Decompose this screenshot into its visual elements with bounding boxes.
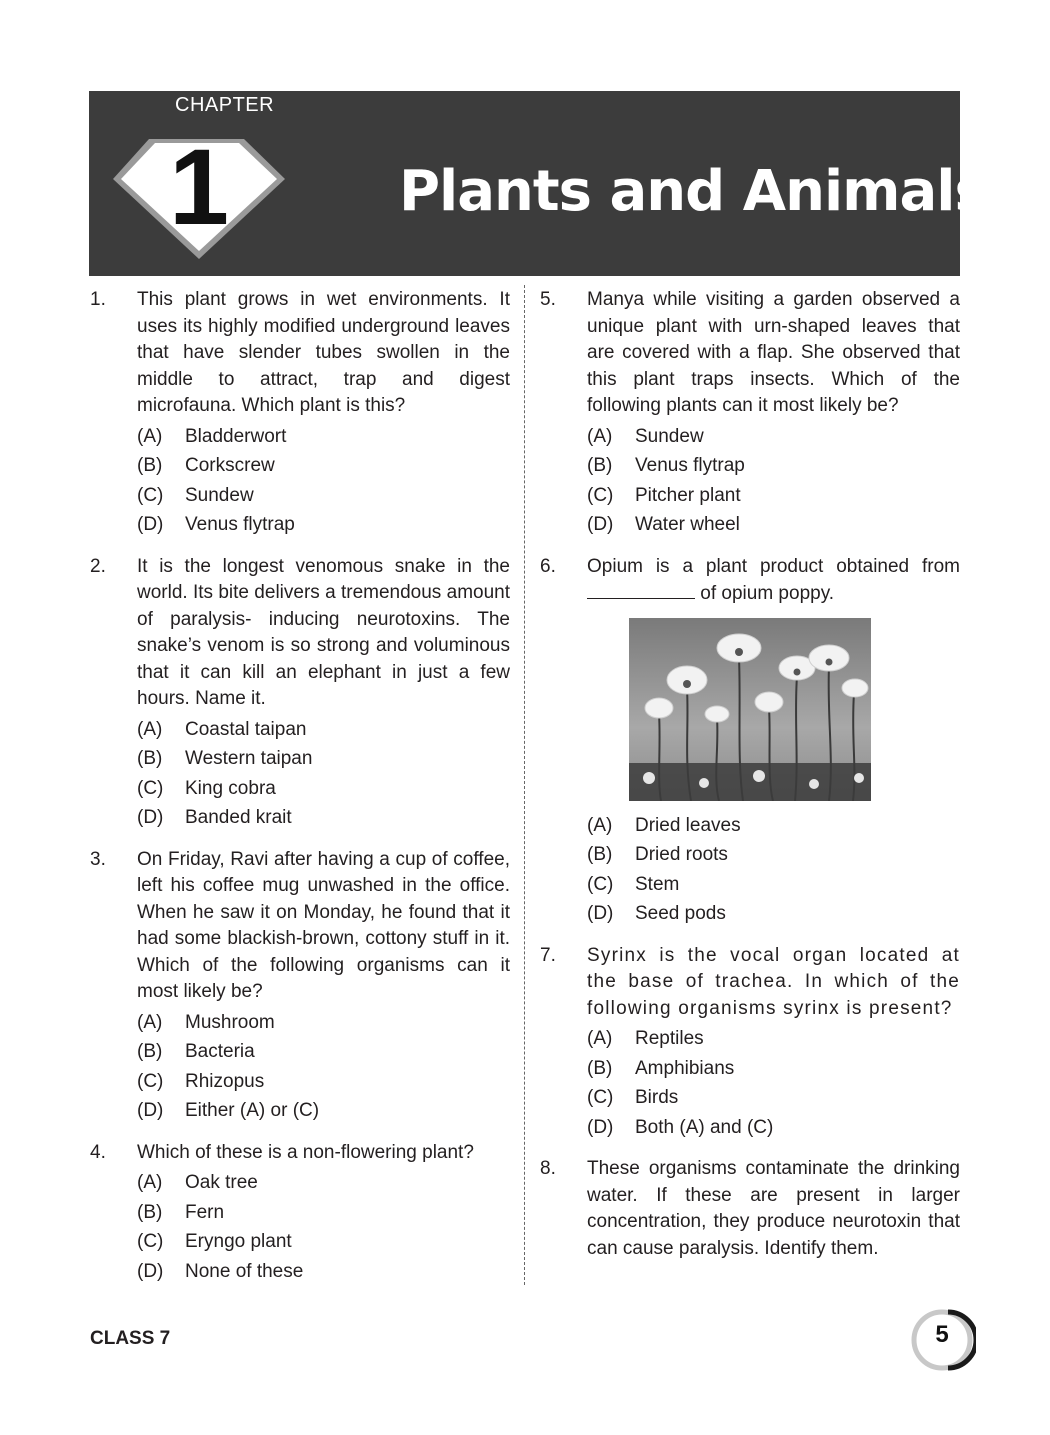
option-list — [137, 1168, 510, 1286]
question-number: 1. — [90, 289, 106, 310]
question-text: On Friday, Ravi after having a cup of coffee, left his coffee mug unwashed in the office. When he saw it on Monday, he found that it had some blackish-brown, cottony stuff in it. Which of the following organisms can it most likely be? — [137, 848, 510, 1002]
question-text: It is the longest venomous snake in the world. Its bite delivers a tremendous amount of paralysis- inducing neurotoxins. The snake’s venom is so strong and voluminous that it can kill an elephant in just a few hours. Name it. — [137, 555, 510, 709]
right-column — [540, 287, 960, 1276]
question-8 — [540, 1156, 960, 1262]
poppy-flowers-image — [629, 618, 871, 801]
option[interactable]: (C) King cobra — [137, 777, 276, 799]
option[interactable]: (A) Dried leaves — [587, 814, 741, 836]
question-text-before: Opium is a plant product obtained from — [587, 555, 960, 577]
option[interactable]: (D) Banded krait — [137, 807, 292, 828]
question-number: 8. — [540, 1158, 556, 1179]
question-text: These organisms contaminate the drinking water. If these are present in larger concentration, they produce neurotoxin that can cause paralysis. Identify them. — [587, 1158, 960, 1259]
question-5 — [540, 287, 960, 540]
option-list — [587, 1024, 960, 1142]
chapter-number: 1 — [168, 126, 230, 247]
option[interactable]: (A) Mushroom — [137, 1011, 275, 1033]
chapter-badge — [109, 91, 289, 276]
option[interactable]: (B) Corkscrew — [137, 455, 275, 476]
question-text — [587, 554, 960, 608]
option[interactable]: (C) Birds — [587, 1087, 679, 1108]
chapter-label: CHAPTER — [175, 94, 275, 116]
column-divider — [524, 285, 525, 1285]
option[interactable]: (B) Fern — [137, 1201, 225, 1223]
page-number: 5 — [935, 1321, 949, 1348]
option-list — [137, 1008, 510, 1126]
option[interactable]: (D) Both (A) and (C) — [587, 1116, 774, 1138]
question-1 — [90, 287, 510, 540]
option[interactable]: (C) Pitcher plant — [587, 484, 741, 506]
question-3 — [90, 847, 510, 1126]
footer-class-label: CLASS 7 — [90, 1328, 171, 1349]
option[interactable]: (D) Water wheel — [587, 514, 740, 535]
option[interactable]: (B) Venus flytrap — [587, 455, 745, 476]
option[interactable]: (D) None of these — [137, 1260, 304, 1282]
option[interactable]: (B) Western taipan — [137, 748, 313, 769]
question-4 — [90, 1140, 510, 1287]
question-6 — [540, 554, 960, 929]
question-7 — [540, 943, 960, 1143]
answer-blank — [587, 580, 695, 599]
left-column — [90, 287, 510, 1300]
option[interactable]: (A) Reptiles — [587, 1028, 704, 1049]
option[interactable]: (B) Dried roots — [587, 844, 728, 865]
chapter-header — [89, 91, 987, 276]
chapter-title: Plants and Animals — [399, 159, 987, 224]
option[interactable]: (D) Either (A) or (C) — [137, 1100, 320, 1121]
question-number: 2. — [90, 555, 106, 577]
question-text-after: of opium poppy. — [700, 583, 835, 604]
option[interactable]: (A) Coastal taipan — [137, 718, 307, 740]
option[interactable]: (C) Rhizopus — [137, 1070, 265, 1092]
question-number: 4. — [90, 1141, 106, 1163]
option[interactable]: (A) Sundew — [587, 425, 704, 447]
option-list — [137, 422, 510, 540]
question-number: 7. — [540, 944, 556, 966]
question-number: 5. — [540, 289, 556, 310]
option[interactable]: (B) Bacteria — [137, 1041, 255, 1062]
option[interactable]: (A) Bladderwort — [137, 425, 287, 447]
option-list — [587, 811, 960, 929]
question-text: Which of these is a non-flowering plant? — [137, 1141, 474, 1163]
option[interactable]: (C) Eryngo plant — [137, 1231, 292, 1252]
option-list — [587, 422, 960, 540]
option[interactable]: (C) Sundew — [137, 484, 254, 506]
option[interactable]: (D) Seed pods — [587, 903, 726, 924]
option[interactable]: (C) Stem — [587, 873, 680, 895]
option[interactable]: (A) Oak tree — [137, 1172, 258, 1193]
option-list — [137, 715, 510, 833]
question-number: 3. — [90, 848, 106, 870]
option[interactable]: (D) Venus flytrap — [137, 514, 295, 535]
question-text: Syrinx is the vocal organ located at the base of trachea. In which of the following organisms syrinx is present? — [587, 944, 960, 1019]
question-2 — [90, 554, 510, 833]
question-text: This plant grows in wet environments. It uses its highly modified underground leaves that have slender tubes swollen in the middle to attract, trap and digest microfauna. Which plant is this? — [137, 289, 510, 416]
question-number: 6. — [540, 555, 556, 577]
option[interactable]: (B) Amphibians — [587, 1057, 735, 1079]
question-text: Manya while visiting a garden observed a unique plant with urn-shaped leaves that are covered with a flap. She observed that this plant traps insects. Which of the following plants can it most likely be? — [587, 289, 960, 416]
